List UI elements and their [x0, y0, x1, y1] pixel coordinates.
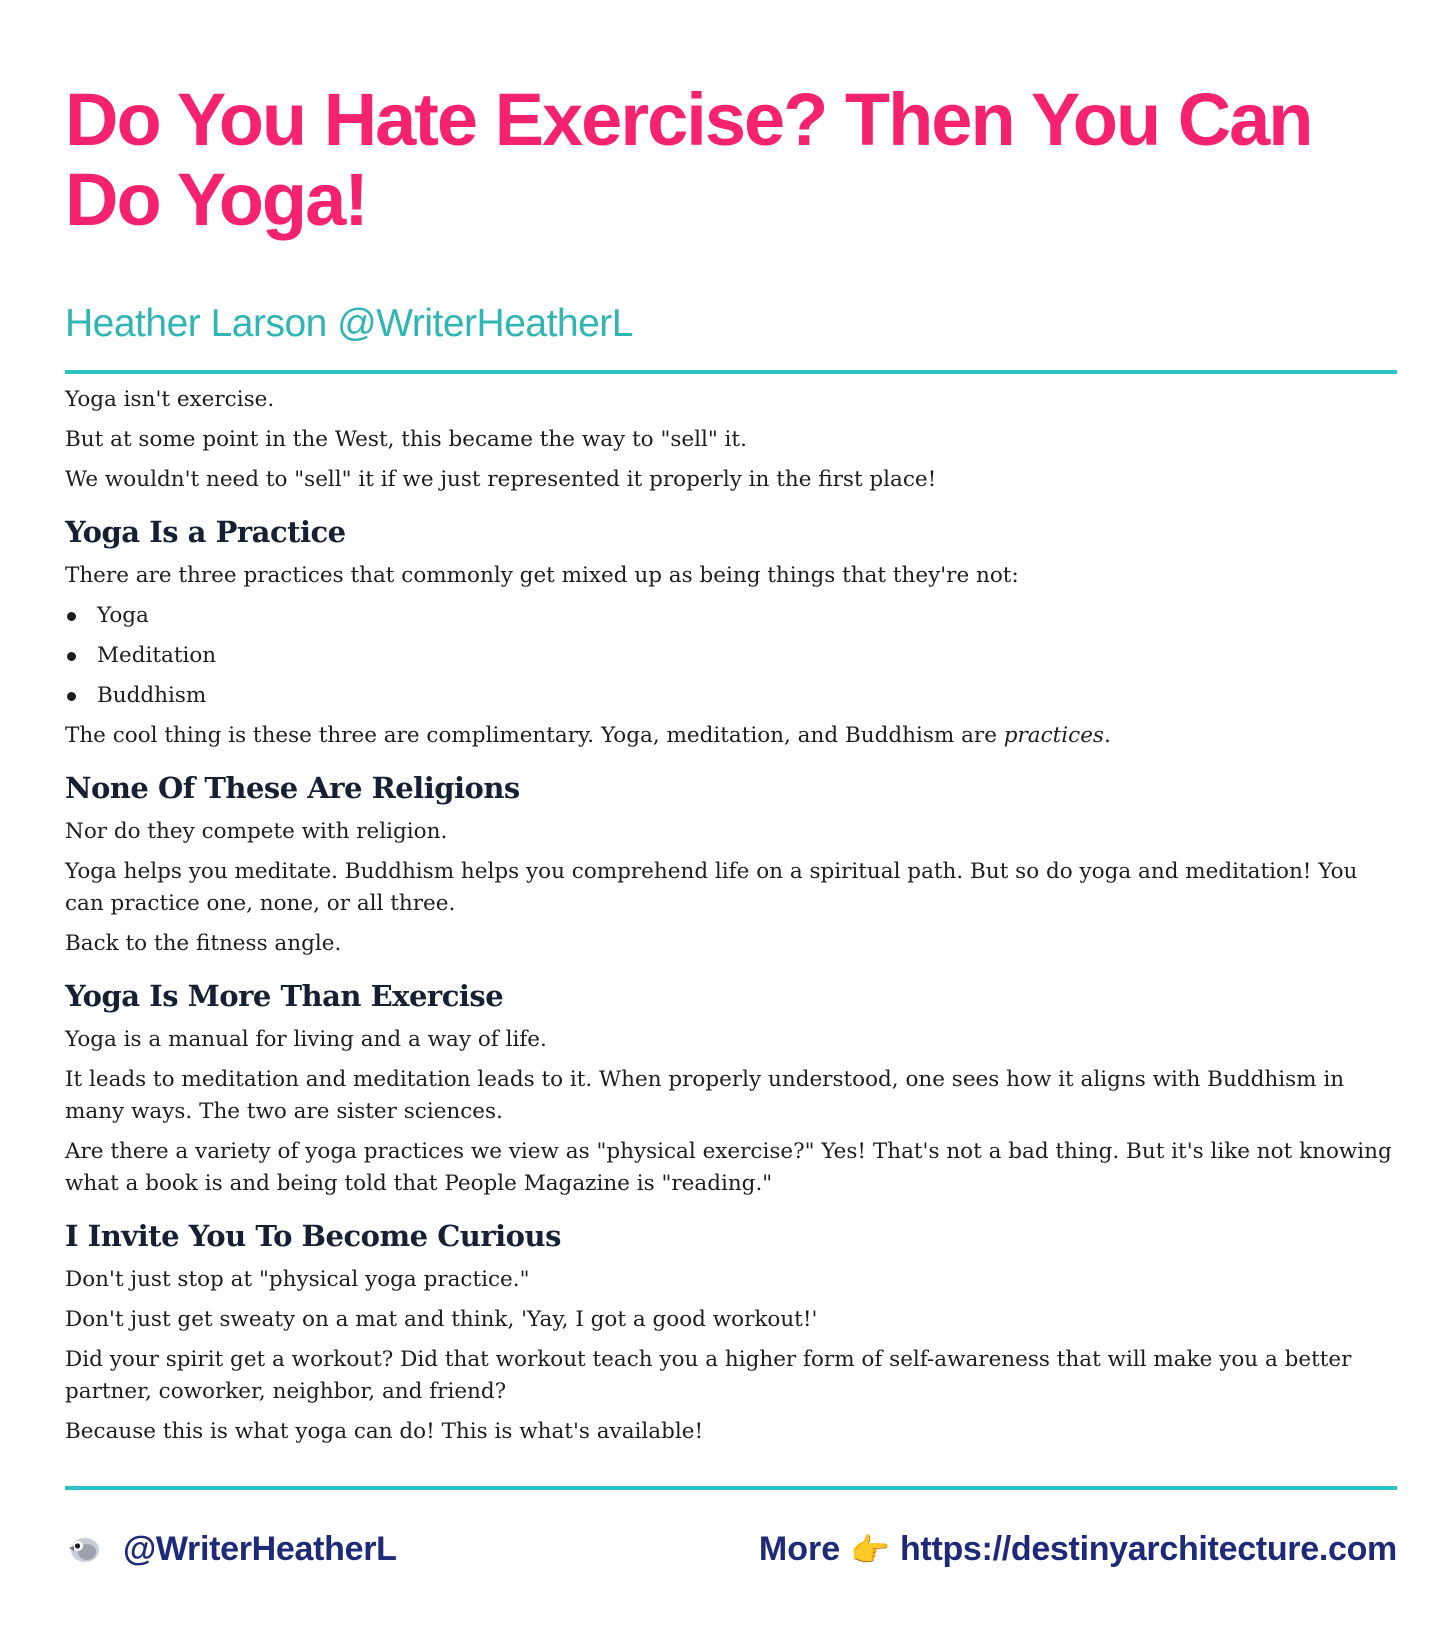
- list-item: [65, 640, 1397, 672]
- section-heading: I Invite You To Become Curious: [65, 1219, 561, 1253]
- intro-paragraph: We wouldn't need to "sell" it if we just represented it properly in the first place!: [65, 467, 937, 492]
- text-run: .: [1103, 723, 1111, 748]
- intro-paragraph: Yoga isn't exercise.: [65, 387, 275, 412]
- list-item-label: Meditation: [97, 643, 217, 668]
- bullet-icon: [67, 652, 76, 661]
- intro-paragraph: But at some point in the West, this became the way to "sell" it.: [65, 427, 747, 452]
- emphasis-text: practices: [1003, 723, 1104, 748]
- section-paragraph: Don't just get sweaty on a mat and think, 'Yay, I got a good workout!': [65, 1307, 818, 1332]
- footer-link-group[interactable]: [759, 1530, 1397, 1569]
- section-heading: Yoga Is a Practice: [65, 515, 346, 549]
- article-title: Do You Hate Exercise? Then You Can Do Yoga!: [65, 78, 1312, 241]
- section-paragraph: It leads to meditation and meditation leads to it. When properly understood, one sees how it aligns with Buddhism in many ways. The two are sister sciences.: [65, 1067, 1345, 1124]
- section-paragraph: Nor do they compete with religion.: [65, 819, 448, 844]
- article: [65, 0, 1397, 1456]
- section-heading: Yoga Is More Than Exercise: [65, 979, 504, 1013]
- section-paragraph: There are three practices that commonly get mixed up as being things that they're not:: [65, 563, 1019, 588]
- bullet-icon: [67, 692, 76, 701]
- footer: [65, 1486, 1397, 1569]
- footer-row: [65, 1530, 1397, 1569]
- section-paragraph: Yoga is a manual for living and a way of life.: [65, 1027, 547, 1052]
- website-link[interactable]: https://destinyarchitecture.com: [899, 1530, 1397, 1568]
- article-body: [65, 374, 1397, 1448]
- footer-handle-group[interactable]: [65, 1530, 397, 1569]
- more-label: More: [758, 1530, 841, 1568]
- list-item-label: Buddhism: [97, 683, 207, 708]
- section-paragraph: [65, 720, 1397, 752]
- section-heading: None Of These Are Religions: [65, 771, 520, 805]
- bullet-icon: [67, 612, 76, 621]
- footer-handle[interactable]: @WriterHeatherL: [123, 1530, 397, 1568]
- section-paragraph: Because this is what yoga can do! This is what's available!: [65, 1419, 704, 1444]
- section-paragraph: Don't just stop at "physical yoga practice.": [65, 1267, 530, 1292]
- list-item: [65, 600, 1397, 632]
- section-paragraph: Did your spirit get a workout? Did that workout teach you a higher form of self-awareness that will make you a better partner, coworker, neighbor, and friend?: [65, 1347, 1352, 1404]
- pointing-right-icon: 👉: [850, 1531, 890, 1568]
- practices-list: [65, 600, 1397, 712]
- author-byline: Heather Larson @WriterHeatherL: [65, 302, 633, 345]
- section-paragraph: Back to the fitness angle.: [65, 931, 342, 956]
- section-paragraph: Yoga helps you meditate. Buddhism helps you comprehend life on a spiritual path. But so do yoga and meditation! You can practice one, none, or all three.: [65, 859, 1358, 916]
- section-paragraph: Are there a variety of yoga practices we view as "physical exercise?" Yes! That's not a bad thing. But it's like not knowing what a book is and being told that People Magazine is "reading.": [65, 1139, 1392, 1196]
- list-item-label: Yoga: [97, 603, 149, 628]
- list-item: [65, 680, 1397, 712]
- bottom-divider: [65, 1486, 1397, 1490]
- text-run: The cool thing is these three are complimentary. Yoga, meditation, and Buddhism are: [65, 723, 1004, 748]
- bird-icon: [65, 1535, 101, 1565]
